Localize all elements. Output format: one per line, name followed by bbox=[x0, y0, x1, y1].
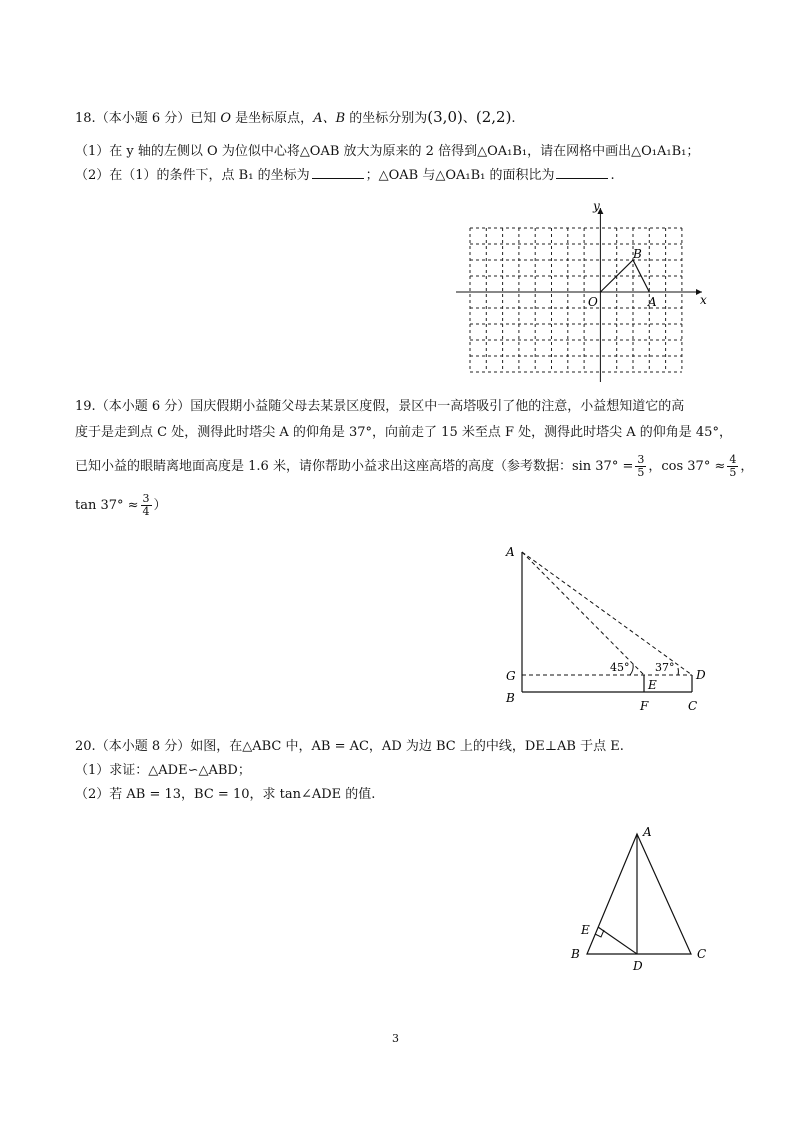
label-e: E bbox=[581, 923, 590, 937]
triangle-oab bbox=[600, 260, 649, 292]
q18-part2: （2）在（1）的条件下，点 B₁ 的坐标为 ；△OAB 与△OA₁B₁ 的面积比为 . bbox=[75, 168, 615, 183]
point-a-label: A bbox=[648, 295, 657, 309]
q20-stem: 20.（本小题 8 分）如图，在△ABC 中，AB = AC，AD 为边 BC 上的中线，DE⊥AB 于点 E. bbox=[75, 739, 624, 754]
q18-part1: （1）在 y 轴的左侧以 O 为位似中心将△OAB 放大为原来的 2 倍得到△OA₁B₁，请在网格中画出△O₁A₁B₁； bbox=[75, 144, 700, 159]
answer-blank-area-ratio[interactable] bbox=[556, 166, 608, 179]
label-c: C bbox=[697, 947, 707, 961]
q19-line2: 度于是走到点 C 处，测得此时塔尖 A 的仰角是 37°，向前走了 15 米至点 F 处，测得此时塔尖 A 的仰角是 45°， bbox=[75, 425, 732, 440]
q18-coordinate-grid bbox=[452, 198, 714, 386]
label-a: A bbox=[643, 825, 652, 839]
label-e: E bbox=[648, 678, 657, 692]
sight-line-d bbox=[522, 552, 692, 675]
angle-37-label: 37° bbox=[655, 661, 675, 674]
question-points: （本小题 6 分） bbox=[95, 111, 191, 126]
label-a: A bbox=[506, 545, 515, 559]
label-d: D bbox=[633, 959, 643, 972]
label-f: F bbox=[640, 699, 649, 713]
answer-blank-b1[interactable] bbox=[312, 166, 364, 179]
point-b-label: B bbox=[633, 247, 642, 261]
x-axis-label: x bbox=[700, 293, 707, 307]
q20-part1: （1）求证：△ADE∽△ABD； bbox=[75, 763, 251, 778]
question-points: （本小题 8 分） bbox=[95, 739, 191, 754]
sin-fraction: $\frac{3}{5}$ bbox=[637, 453, 645, 479]
question-number: 18. bbox=[75, 111, 96, 126]
q18-stem: 18.（本小题 6 分）已知 O 是坐标原点，A、B 的坐标分别为(3,0)、(2,2). bbox=[75, 108, 516, 126]
q19-line4: tan 37° ≈ $\frac{3}{4}$ ） bbox=[75, 492, 167, 518]
cos-fraction: $\frac{4}{5}$ bbox=[729, 453, 737, 479]
origin-label: O bbox=[588, 295, 598, 309]
triangle-abc bbox=[587, 834, 691, 954]
q19-line3: 已知小益的眼睛离地面高度是 1.6 米，请你帮助小益求出这座高塔的高度（参考数据：sin 37° = $\frac{3}{5}$ ，cos 37° ≈ $\frac{4}{5}$ ， bbox=[75, 453, 754, 479]
question-points: （本小题 6 分） bbox=[95, 399, 191, 414]
q19-line1: 19.（本小题 6 分）国庆假期小益随父母去某景区度假，景区中一高塔吸引了他的注意，小益想知道它的高 bbox=[75, 399, 685, 414]
question-number: 20. bbox=[75, 739, 96, 754]
question-number: 19. bbox=[75, 399, 96, 414]
label-c: C bbox=[688, 699, 698, 713]
label-g: G bbox=[506, 669, 516, 683]
label-b: B bbox=[571, 947, 580, 961]
y-axis-label: y bbox=[593, 199, 600, 213]
q19-tower-figure bbox=[500, 540, 720, 720]
sight-line-e bbox=[522, 552, 644, 675]
tan-fraction: $\frac{3}{4}$ bbox=[142, 492, 150, 518]
q20-triangle-figure bbox=[565, 822, 715, 972]
q20-part2: （2）若 AB = 13，BC = 10，求 tan∠ADE 的值. bbox=[75, 787, 376, 802]
angle-45-label: 45° bbox=[610, 661, 630, 674]
page-number: 3 bbox=[392, 1032, 399, 1045]
label-d: D bbox=[696, 668, 706, 682]
label-b: B bbox=[506, 691, 515, 705]
